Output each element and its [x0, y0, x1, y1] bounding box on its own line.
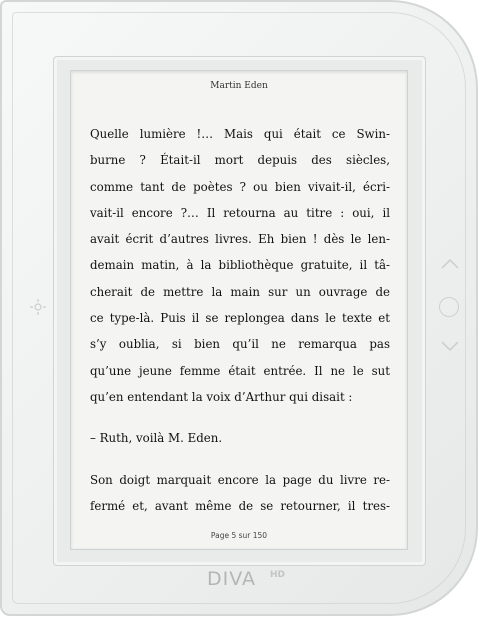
text-line: burne ? Était-il mort depuis des siècles,	[90, 153, 390, 168]
book-title: Martin Eden	[210, 81, 268, 91]
text-line: s’y oublia, si bien qu’il ne remarqua pas	[90, 337, 390, 352]
text-line: fermé et, avant même de se retourner, il tres-	[90, 498, 390, 513]
chevron-down-icon	[440, 338, 460, 354]
text-line: comme tant de poètes ? ou bien vivait-il, écri-	[90, 179, 390, 194]
text-line: ce type-là. Puis il se replongea dans le texte et	[90, 311, 390, 326]
text-line: Son doigt marquait encore la page du livre re-	[90, 472, 390, 487]
sun-icon	[29, 296, 47, 318]
paragraph-gap	[90, 410, 390, 425]
chevron-up-icon	[440, 256, 460, 272]
text-line: vait-il encore ?… Il retourna au titre : oui, il	[90, 205, 390, 220]
eink-screen[interactable]	[70, 70, 408, 550]
text-line: Quelle lumière !… Mais qui était ce Swin-	[90, 127, 390, 141]
brand-logo: DIVA	[207, 568, 257, 590]
next-page-button[interactable]	[440, 338, 460, 359]
text-line: qu’une jeune femme était entrée. Il ne le sut	[90, 363, 390, 378]
page-indicator: Page 5 sur 150	[210, 531, 268, 540]
brand-logo-suffix: HD	[270, 570, 286, 580]
page-text	[90, 121, 390, 519]
paragraph-gap	[90, 452, 390, 467]
home-button[interactable]	[439, 297, 459, 317]
text-line: qu’en entendant la voix d’Arthur qui disait :	[90, 389, 353, 404]
frontlight-button[interactable]	[29, 296, 47, 318]
text-line: cherait de mettre la main sur un ouvrage de	[90, 284, 390, 299]
text-line: avait écrit d’autres livres. Eh bien ! dès le len-	[90, 232, 390, 247]
prev-page-button[interactable]	[440, 256, 460, 277]
dialogue-line: – Ruth, voilà M. Eden.	[90, 431, 223, 446]
text-line: demain matin, à la bibliothèque gratuite, il tâ-	[90, 258, 390, 273]
